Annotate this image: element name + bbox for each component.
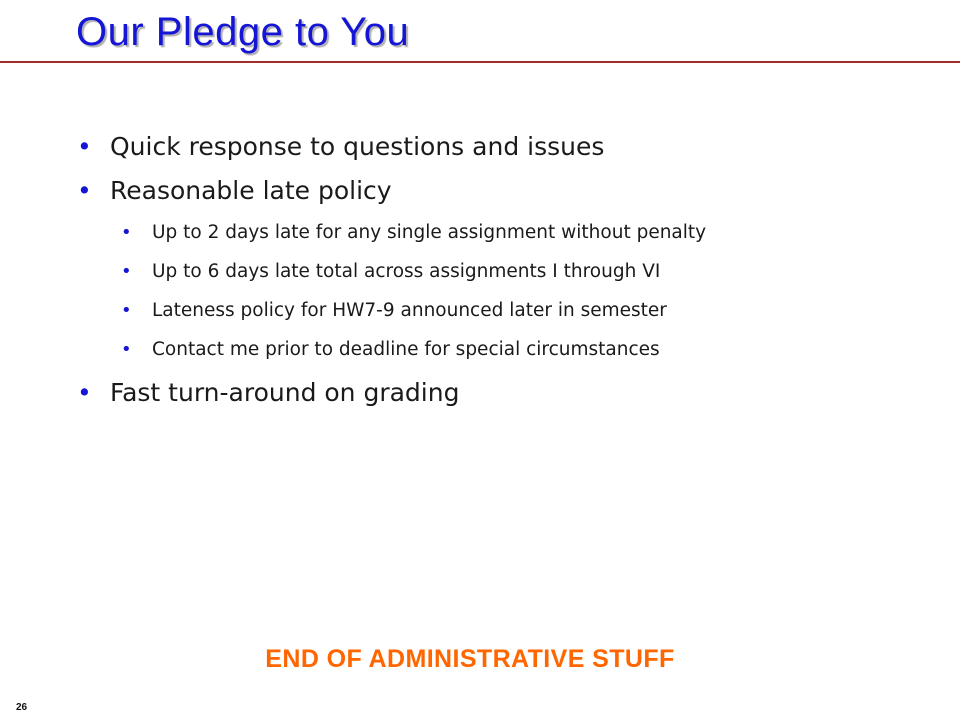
slide-title: Our Pledge to You xyxy=(76,10,410,54)
bullet-item xyxy=(74,371,934,415)
sub-bullet-item xyxy=(74,291,934,330)
sub-bullet-icon: • xyxy=(121,261,132,282)
sub-bullet-group xyxy=(74,213,934,369)
sub-bullet-list xyxy=(74,213,934,369)
sub-bullet-item xyxy=(74,330,934,369)
sub-bullet-item xyxy=(74,213,934,252)
sub-bullet-item xyxy=(74,252,934,291)
page-number: 26 xyxy=(16,702,28,713)
bullet-icon: • xyxy=(77,132,92,161)
bullet-item xyxy=(74,169,934,213)
bullet-text: Quick response to questions and issues xyxy=(110,132,605,161)
sub-bullet-text: Up to 6 days late total across assignments I through VI xyxy=(152,261,661,282)
sub-bullet-icon: • xyxy=(121,300,132,321)
sub-bullet-text: Lateness policy for HW7-9 announced later in semester xyxy=(152,300,667,321)
title-divider xyxy=(0,61,960,63)
end-note: END OF ADMINISTRATIVE STUFF xyxy=(265,645,675,673)
bullet-text: Fast turn-around on grading xyxy=(110,378,460,407)
bullet-list xyxy=(74,125,934,415)
bullet-text: Reasonable late policy xyxy=(110,176,392,205)
sub-bullet-icon: • xyxy=(121,339,132,360)
sub-bullet-text: Contact me prior to deadline for special circumstances xyxy=(152,339,660,360)
bullet-icon: • xyxy=(77,378,92,407)
sub-bullet-icon: • xyxy=(121,222,132,243)
bullet-icon: • xyxy=(77,176,92,205)
sub-bullet-text: Up to 2 days late for any single assignment without penalty xyxy=(152,222,707,243)
bullet-item xyxy=(74,125,934,169)
